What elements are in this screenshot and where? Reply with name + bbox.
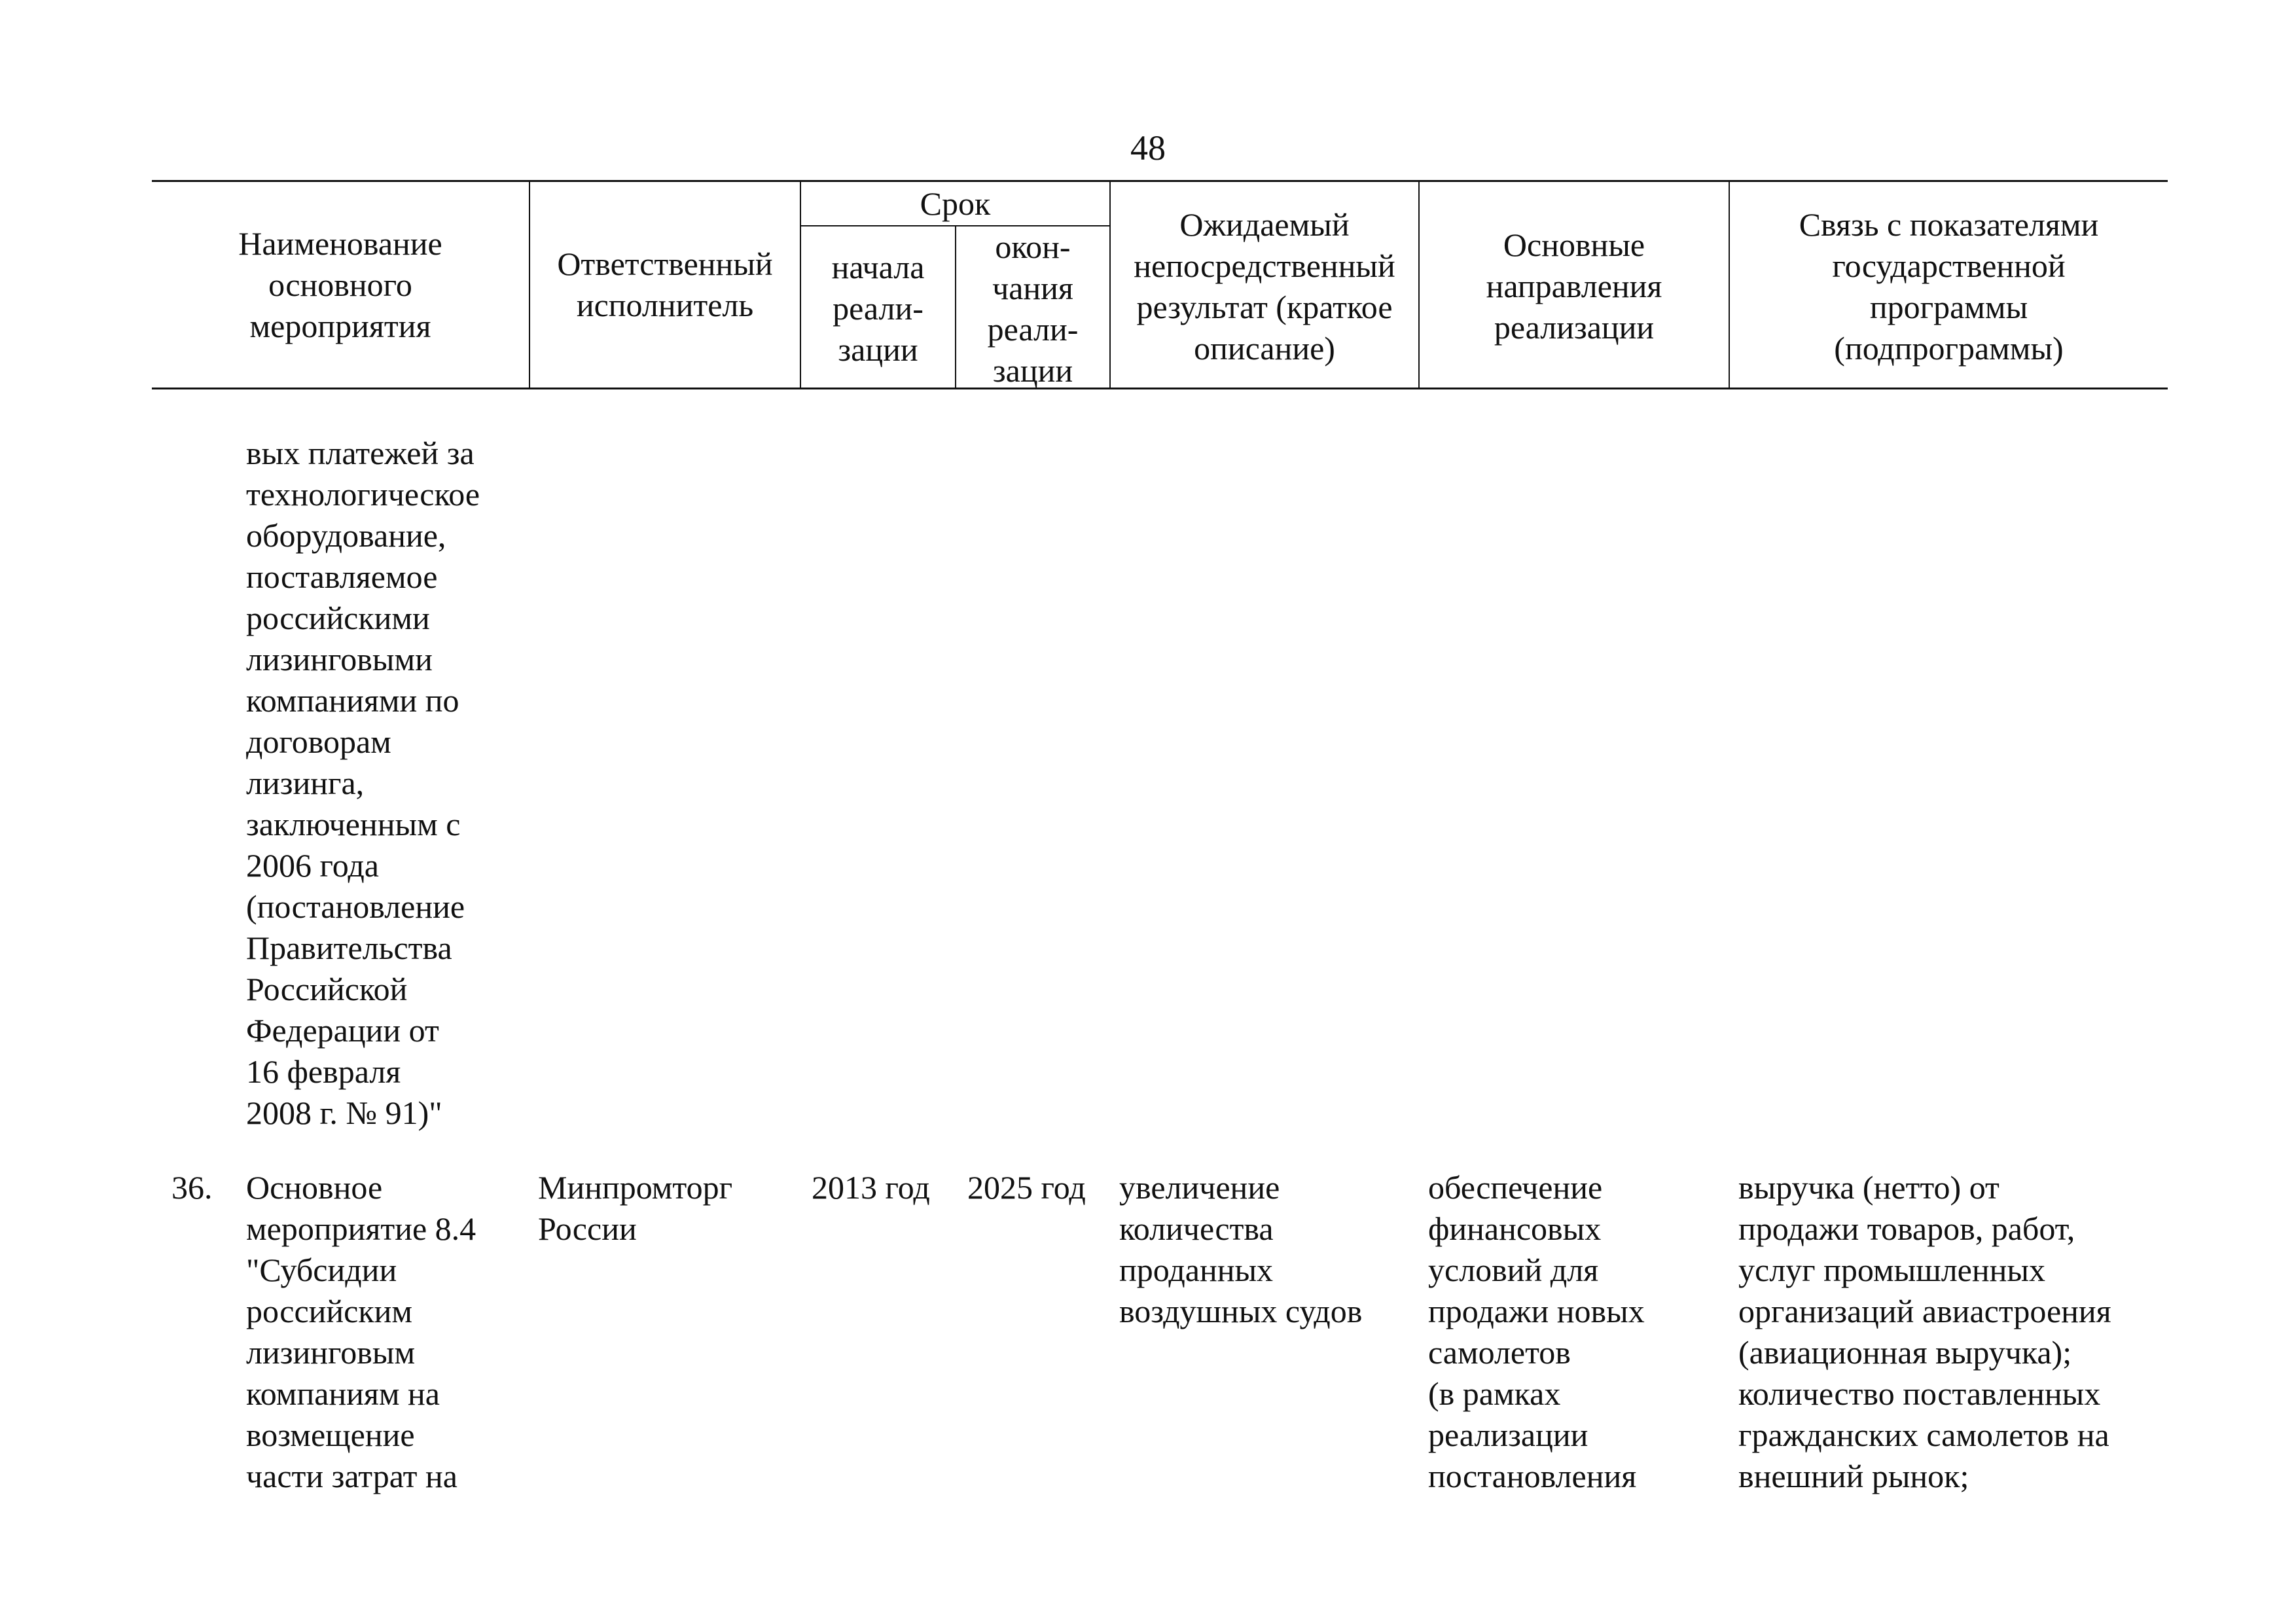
row-36-start: 2013 год bbox=[812, 1169, 930, 1206]
header-name-cell: Наименование основного мероприятия bbox=[238, 225, 442, 344]
row-36-end: 2025 год bbox=[967, 1169, 1086, 1206]
header-start-cell: начала реали- зации bbox=[831, 249, 925, 368]
header-link-cell: Связь с показателями государственной программы (подпрограммы) bbox=[1799, 206, 2099, 367]
header-directions-cell: Основные направления реализации bbox=[1486, 226, 1662, 346]
row-36-directions: обеспечение финансовых условий для продажи новых самолетов (в рамках реализации постановления bbox=[1428, 1169, 1645, 1494]
header-bottom-border bbox=[152, 388, 2168, 389]
page-number: 48 bbox=[1130, 128, 1166, 168]
row-36-link: выручка (нетто) от продажи товаров, работ, услуг промышленных организаций авиастроения (авиационная выручка); количество поставленных гражданских самолетов на внешний рынок; bbox=[1738, 1169, 2111, 1494]
row-36-name: Основное мероприятие 8.4 "Субсидии российским лизинговым компаниям на возмещение части затрат на bbox=[246, 1169, 476, 1494]
header-end-cell: окон- чания реали- зации bbox=[987, 228, 1079, 389]
header-term-cell: Срок bbox=[920, 185, 991, 222]
continuation-name-text: вых платежей за технологическое оборудование, поставляемое российскими лизинговыми компаниями по договорам лизинга, заключенным с 2006 года (постановление Правительства Российской Федерации от 16 февраля 2008 г. № 91)" bbox=[246, 435, 480, 1131]
row-36-result: увеличение количества проданных воздушных судов bbox=[1119, 1169, 1363, 1329]
header-top-border bbox=[152, 180, 2168, 182]
row-36-number: 36. bbox=[171, 1169, 213, 1206]
header-executor-cell: Ответственный исполнитель bbox=[557, 245, 773, 323]
header-result-cell: Ожидаемый непосредственный результат (краткое описание) bbox=[1134, 206, 1395, 367]
row-36-executor: Минпромторг России bbox=[538, 1169, 733, 1247]
